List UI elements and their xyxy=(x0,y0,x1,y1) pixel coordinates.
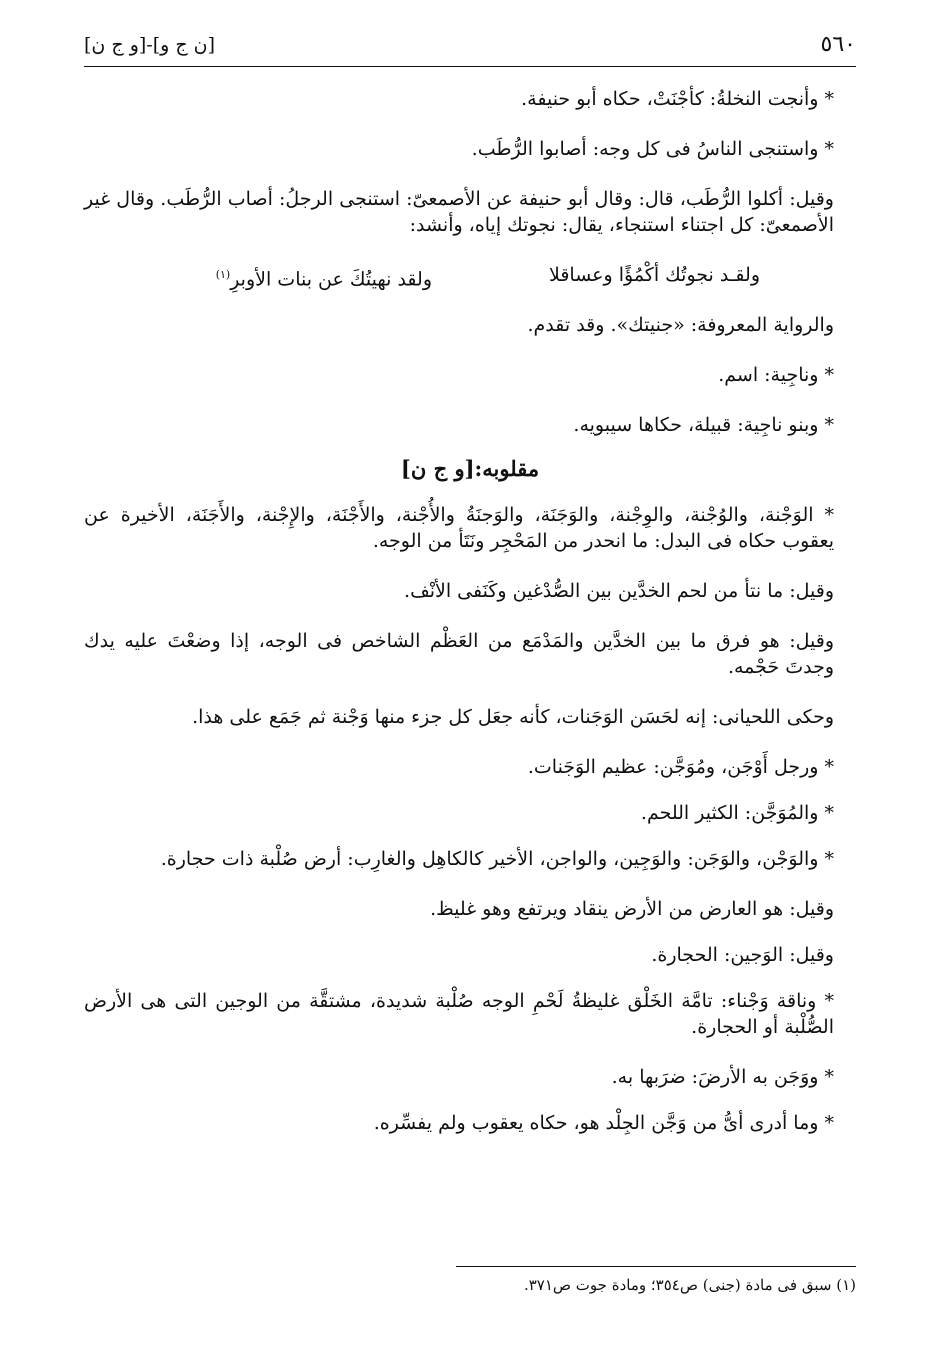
paragraph: * والوَجْن، والوَجَن: والوَجِين، والواجن، الأخير كالكاهِل والغارِب: أرض صُلْبة ذات حجارة. xyxy=(160,848,834,870)
paragraph: * ورجل أَوْجَن، ومُوَجَّن: عظيم الوَجَنات. xyxy=(527,756,834,778)
paragraph: * وبنو ناجِية: قبيلة، حكاها سيبويه. xyxy=(573,414,834,436)
root-heading: [ن ج و]-[و ج ن] xyxy=(84,34,216,56)
paragraph: * وناجِية: اسم. xyxy=(718,364,834,386)
paragraph: * وما أدرى أىُّ من وَجَّن الجِلْد هو، حكاه يعقوب ولم يفسِّره. xyxy=(373,1112,834,1134)
main-text xyxy=(84,86,856,1160)
verse-second-text: ولقد نهيتُكَ عن بنات الأوبرِ xyxy=(230,268,432,291)
page-header xyxy=(84,32,856,62)
verse-first-hemistich: ولقـد نجوتُك أكْمُؤًا وعساقلا xyxy=(549,264,760,286)
paragraph: * ووَجَن به الأرضَ: ضرَبها به. xyxy=(611,1066,834,1088)
paragraph: وحكى اللحيانى: إنه لحَسَن الوَجَنات، كأنه جعَل كل جزء منها وَجْنة ثم جَمَع على هذا. xyxy=(192,706,834,728)
paragraph: * واستنجى الناسُ فى كل وجه: أصابوا الرُّطَب. xyxy=(471,138,834,160)
footnote-divider xyxy=(456,1266,856,1267)
footnote-marker: (١) xyxy=(215,268,231,281)
paragraph: وقيل: هو فرق ما بين الخدَّين والمَدْمَع من العَظْم الشاخص فى الوجه، إذا وضعْتَ عليه يدك وجدتَ حَجْمه. xyxy=(84,630,834,678)
paragraph: وقيل: هو العارض من الأرض ينقاد ويرتفع وهو غليظ. xyxy=(430,898,834,920)
paragraph: * وناقة وَجْناء: تامَّة الخَلْق غليظةُ لَحْمِ الوجه صُلْبة شديدة، مشتقَّة من الوجين التى هى الأرض الصُّلْبة أو الحجارة. xyxy=(84,990,834,1038)
poetry-verse xyxy=(84,262,856,291)
footnote: (١) سبق فى مادة (جنى) ص٣٥٤؛ ومادة جوت ص٣٧١. xyxy=(523,1276,856,1294)
paragraph: * الوَجْنة، والوُجْنة، والوِجْنة، والوَجَنَة، والوَجنَةُ والأُجْنة، والأَجْنَة، والإِجْنة، والأَجَنَة، الأخيرة عن يعقوب حكاه فى البدل: ما انحدر من المَحْجِر ونَتَأ من الوجه. xyxy=(84,504,834,552)
section-heading: مقلوبه:[و ج ن] xyxy=(400,456,540,481)
paragraph: * والمُوَجَّن: الكثير اللحم. xyxy=(640,802,834,824)
paragraph: * وأنجت النخلةُ: كأجْنَتْ، حكاه أبو حنيفة. xyxy=(521,88,834,110)
paragraph: والرواية المعروفة: «جنيتك». وقد تقدم. xyxy=(527,314,834,336)
paragraph: وقيل: أكلوا الرُّطَب، قال: وقال أبو حنيفة عن الأصمعىّ: استنجى الرجلُ: أصاب الرُّطَب. وقال غير الأصمعىّ: كل اجتناء استنجاء، يقال: نجوتك إياه، وأنشد: xyxy=(84,188,834,236)
page-number: ٥٦٠ xyxy=(820,32,856,57)
header-divider xyxy=(84,66,856,67)
verse-second-hemistich xyxy=(216,262,432,292)
paragraph: وقيل: الوَجين: الحجارة. xyxy=(651,944,834,966)
paragraph: وقيل: ما نتأ من لحم الخدَّين بين الصُّدْغين وكَنَفى الأنْف. xyxy=(404,580,834,602)
